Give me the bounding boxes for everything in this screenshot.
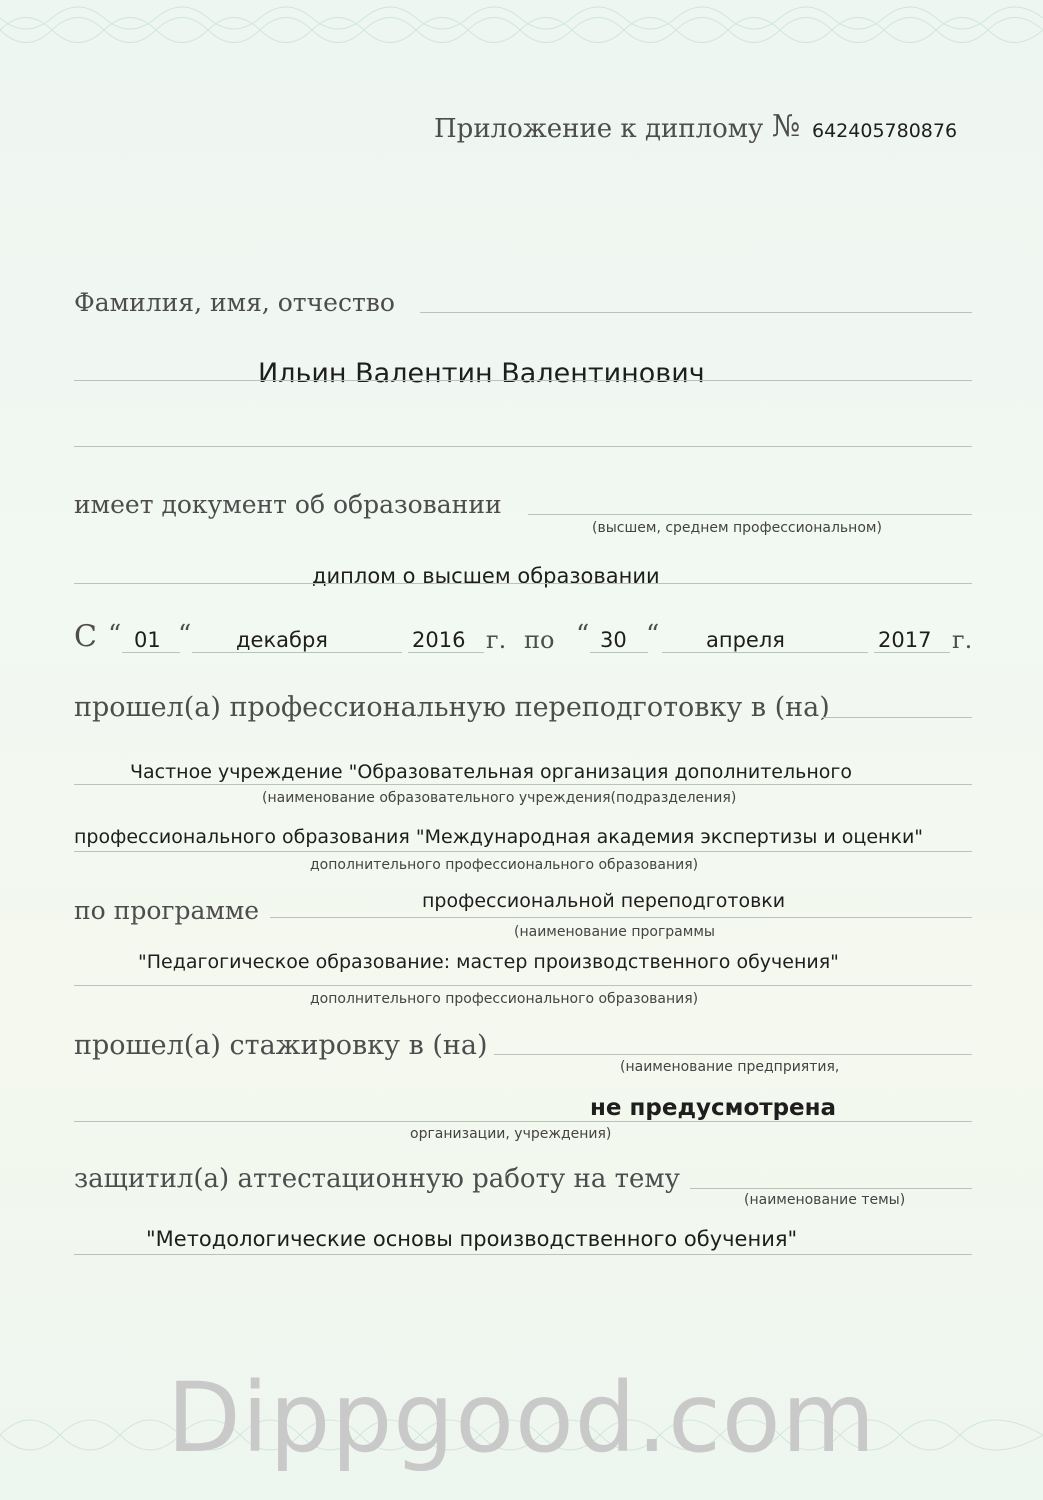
period-from-day-line <box>122 652 180 653</box>
internship-caption-2: организации, учреждения) <box>410 1126 612 1142</box>
thesis-line-2 <box>74 1254 972 1255</box>
retraining-line-0 <box>822 717 972 718</box>
quote-close-2: “ <box>646 620 660 650</box>
thesis-value: "Методологические основы производственного обучения" <box>146 1227 798 1251</box>
program-line-2 <box>74 985 972 986</box>
quote-open-1: “ <box>108 620 122 650</box>
thesis-line-1 <box>690 1188 972 1189</box>
program-value: профессиональной переподготовки <box>422 890 786 912</box>
thesis-caption: (наименование темы) <box>744 1192 906 1208</box>
program-label: по программе <box>74 896 260 925</box>
program-caption-1: (наименование программы <box>514 924 715 940</box>
retraining-line-1 <box>74 784 972 785</box>
period-from-day: 01 <box>134 628 161 652</box>
fio-line-2 <box>74 380 972 381</box>
period-to-month: апреля <box>706 628 785 652</box>
internship-line-1 <box>494 1054 972 1055</box>
retraining-caption-1: (наименование образовательного учреждения(подразделения) <box>262 790 737 806</box>
period-from-prefix: С <box>74 619 97 654</box>
program-value-2: "Педагогическое образование: мастер производственного обучения" <box>138 951 839 973</box>
thesis-label: защитил(а) аттестационную работу на тему <box>74 1164 680 1194</box>
internship-line-2 <box>74 1121 972 1122</box>
period-from-year: 2016 <box>412 628 466 652</box>
program-line-1 <box>270 917 972 918</box>
education-value: диплом о высшем образовании <box>312 564 660 588</box>
period-to-year-line <box>874 652 950 653</box>
quote-close-1: “ <box>178 620 192 650</box>
retraining-caption-2: дополнительного профессионального образования) <box>310 857 699 873</box>
period-to-month-line <box>662 652 868 653</box>
year-suffix-2: г. <box>952 626 973 654</box>
fio-label: Фамилия, имя, отчество <box>74 288 395 317</box>
guilloche-top-border <box>0 0 1043 60</box>
fio-value: Ильин Валентин Валентинович <box>258 358 705 389</box>
education-caption: (высшем, среднем профессиональном) <box>592 520 882 536</box>
watermark: Dippgood.com <box>166 1362 877 1474</box>
period-to-day-line <box>590 652 648 653</box>
fio-line-1 <box>420 312 972 313</box>
retraining-org-line-1: Частное учреждение "Образовательная организация дополнительного <box>130 761 852 783</box>
internship-caption-1: (наименование предприятия, <box>620 1059 840 1075</box>
internship-label: прошел(а) стажировку в (на) <box>74 1030 488 1061</box>
internship-value: не предусмотрена <box>590 1095 837 1121</box>
diploma-number: 642405780876 <box>812 120 958 142</box>
education-line-2 <box>74 583 972 584</box>
education-line-1 <box>528 514 972 515</box>
program-caption-2: дополнительного профессионального образования) <box>310 991 699 1007</box>
period-from-month: декабря <box>236 628 328 652</box>
retraining-label: прошел(а) профессиональную переподготовку в (на) <box>74 692 830 723</box>
appendix-title: Приложение к диплому <box>434 114 764 144</box>
quote-open-2: “ <box>576 620 590 650</box>
period-to-day: 30 <box>600 628 627 652</box>
education-label: имеет документ об образовании <box>74 490 502 519</box>
retraining-line-2 <box>74 851 972 852</box>
period-from-year-line <box>408 652 484 653</box>
period-to-year: 2017 <box>878 628 932 652</box>
year-suffix-1: г. <box>486 626 507 654</box>
period-to-word: по <box>524 626 555 654</box>
number-sign: № <box>772 109 801 144</box>
period-from-month-line <box>192 652 402 653</box>
retraining-org-line-2: профессионального образования "Международная академия экспертизы и оценки" <box>74 826 924 848</box>
fio-line-3 <box>74 446 972 447</box>
